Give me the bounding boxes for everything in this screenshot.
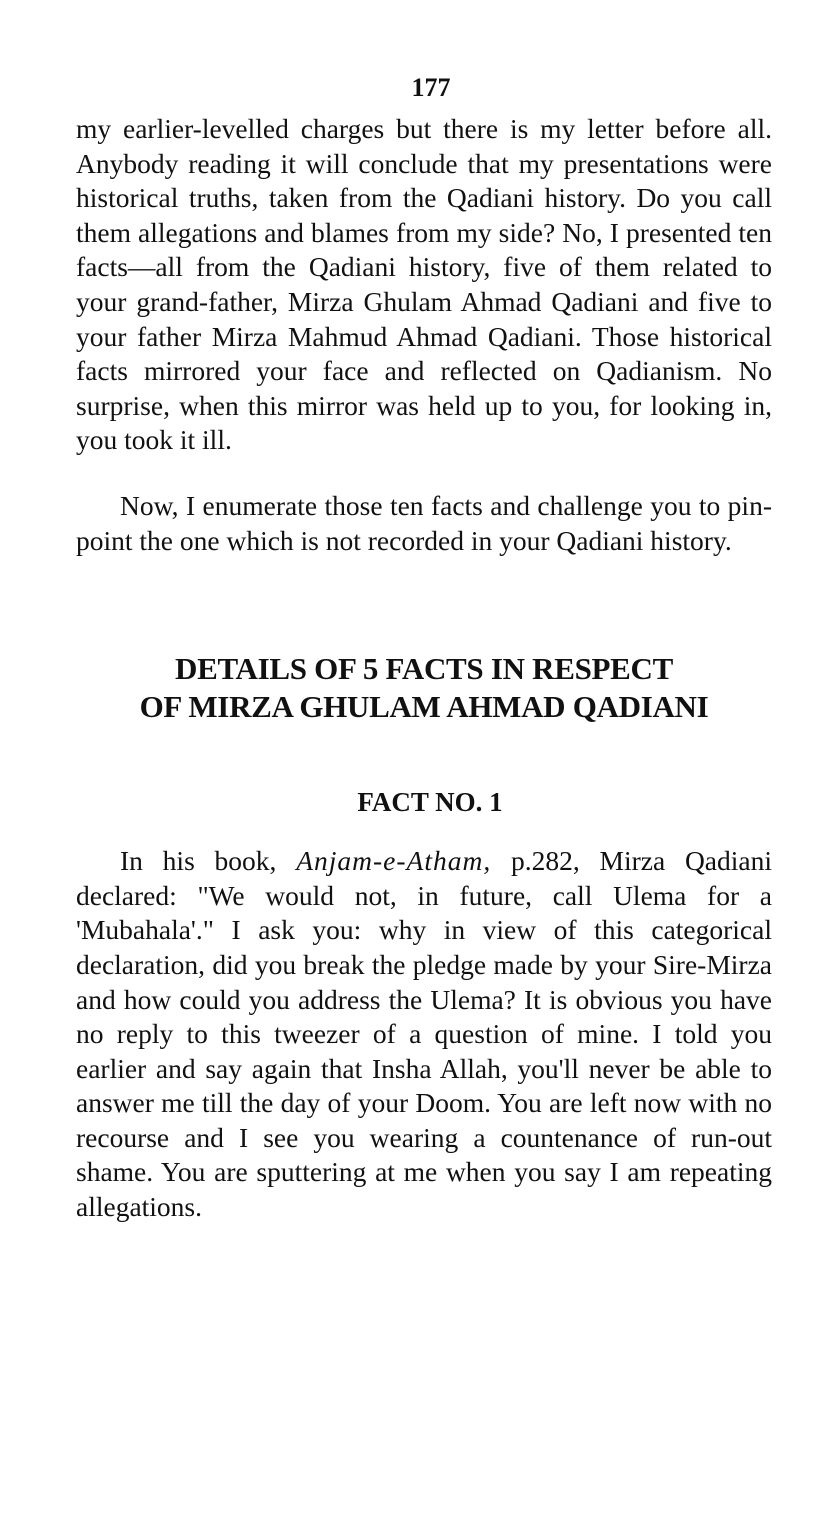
fact-1-body: p.282, Mirza Qadiani declared: "We would not, in future, call Ulema for a 'Mubahala'." I ask you: why in view of this categorical declaration, did you break the pledge made by your Sire-Mirza and how could you address the Ulema? It is obvious you have no reply to this tweezer of a question of mine. I told you earlier and say again that Insha Allah, you'll never be able to answer me till the day of your Doom. You are left now with no recourse and I see you wearing a countenance of run-out shame. You are sputtering at me when you say I am repeating allegations. (76, 845, 772, 1223)
fact-1-heading: FACT NO. 1 (357, 787, 503, 818)
paragraph-continuation: my earlier-levelled charges but there is my letter before all. Anybody reading it will conclude that my presentations were historical truths, taken from the Qadiani history. Do you call them allegations and blames from my side? No, I presented ten facts—all from the Qadiani history, five of them related to your grand-father, Mirza Ghulam Ahmad Qadiani and five to your father Mirza Mahmud Ahmad Qadiani. Those historical facts mirrored your face and reflected on Qadianism. No surprise, when this mirror was held up to you, for looking in, you took it ill. (76, 113, 772, 456)
section-heading (76, 650, 772, 726)
page-number: 177 (411, 73, 451, 102)
section-heading-line-2: OF MIRZA GHULAM AHMAD QADIANI (139, 689, 709, 725)
fact-1-intro: In his book, (120, 845, 297, 877)
paragraph-ten-facts-challenge: Now, I enumerate those ten facts and challenge you to pin-point the one which is not recorded in your Qadiani history. (76, 489, 772, 556)
fact-1-paragraph (76, 844, 772, 1225)
book-title: Anjam-e-Atham, (296, 845, 492, 877)
book-page (76, 70, 772, 1225)
section-heading-line-1: DETAILS OF 5 FACTS IN RESPECT (174, 651, 674, 687)
